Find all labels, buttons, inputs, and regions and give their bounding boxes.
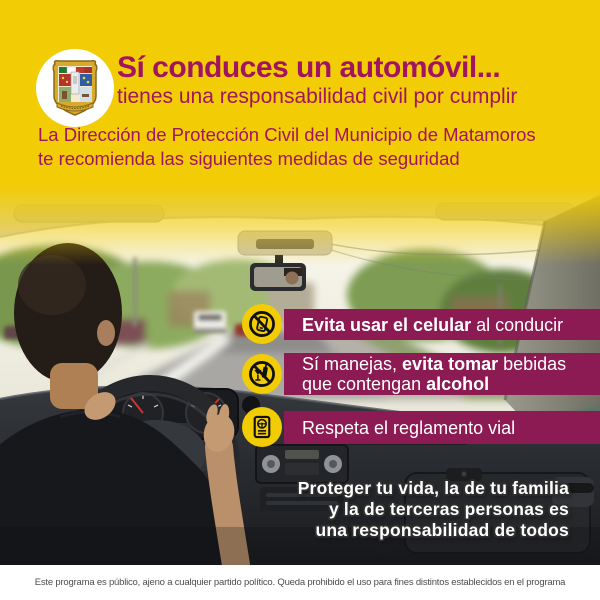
safety-message-line-2: y la de terceras personas es [328, 499, 569, 519]
header-text-block [117, 52, 592, 109]
tip-banner-traffic-rules [284, 411, 600, 444]
tip-text-regular: que contengan [302, 374, 427, 394]
page-subtitle: tienes una responsabilidad civil por cumplir [117, 85, 518, 108]
intro-text [38, 123, 578, 170]
safety-message-line-1: Proteger tu vida, la de tu familia [297, 478, 569, 498]
tip-text-regular: Respeta el reglamento vial [302, 417, 516, 438]
footer-disclaimer-bar [0, 565, 600, 600]
tip-text [302, 374, 600, 394]
coat-of-arms-icon [51, 58, 99, 118]
safety-message [298, 478, 569, 541]
tip-text-regular: al conducir [471, 314, 564, 335]
tip-text-bold: alcohol [426, 374, 490, 394]
page-title: Sí conduces un automóvil... [117, 51, 501, 84]
no-phone-icon [242, 304, 282, 344]
tip-text [302, 418, 600, 438]
intro-line-2: te recomienda las siguientes medidas de seguridad [38, 147, 460, 169]
no-alcohol-icon [242, 354, 282, 394]
tip-banner-no-alcohol [284, 353, 600, 395]
intro-line-1: La Dirección de Protección Civil del Municipio de Matamoros [38, 124, 536, 145]
tip-text-regular: Sí manejas, [302, 354, 403, 374]
tip-text-bold: Evita usar el celular [302, 314, 472, 335]
municipal-seal-logo [36, 49, 114, 127]
tip-text [302, 315, 600, 335]
traffic-rulebook-icon [242, 407, 282, 447]
footer-disclaimer-text: Este programa es público, ajeno a cualquier partido político. Queda prohibido el uso para fines distintos establecidos en el programa [34, 577, 566, 588]
tip-text-regular: bebidas [498, 354, 567, 374]
tip-banner-no-phone [284, 309, 600, 340]
safety-message-line-3: una responsabilidad de todos [315, 520, 569, 540]
tip-text [302, 354, 600, 374]
tip-text-bold: evita tomar [402, 354, 499, 374]
